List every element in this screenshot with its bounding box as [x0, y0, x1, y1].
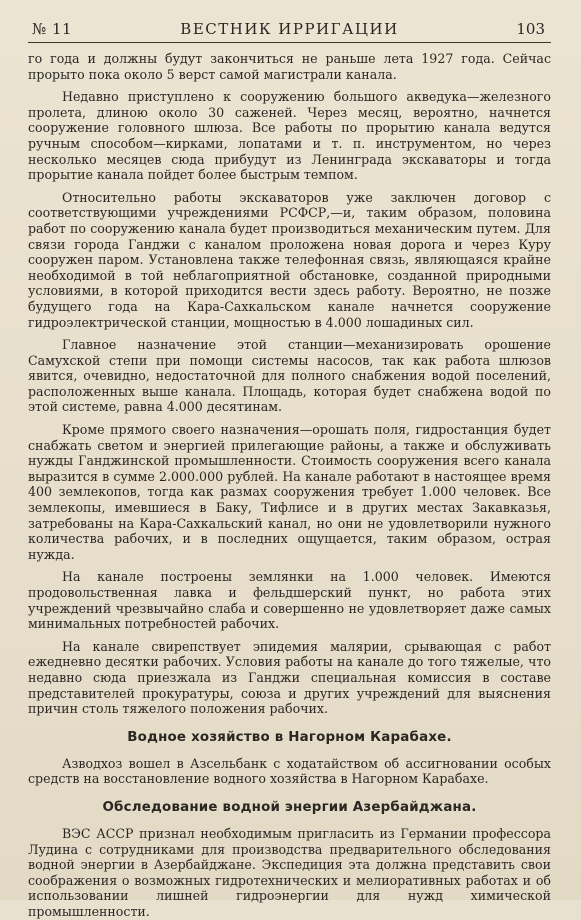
section-text-energy: ВЭС АССР признал необходимым пригласить из Германии профессора Лудина с сотрудниками для производства предварительного обследования водной энергии в Азербайджане. Экспедиция эта должна представить свои соображения о возможных гидротехнических и мелиоративных работах и об использовании лишней гидроэнергии для нужд химической промышленности. — [28, 825, 551, 919]
section-heading-energy: Обследование водной энергии Азербайджана. — [102, 799, 477, 815]
page-number: 103 — [516, 20, 545, 38]
paragraph: На канале построены землянки на 1.000 человек. Имеются продовольственная лавка и фельдшерский пункт, но работа этих учреждений чрезвычайно слаба и совершенно не удовлетворяет даже самых минимальных потребностей рабочих. — [28, 569, 551, 632]
issue-number: № 11 — [32, 20, 73, 38]
paragraph: Относительно работы экскаваторов уже заключен договор с соответствующими учреждениями РСФСР,—и, таким образом, половина работ по сооружению канала будет производиться механическим путем. Для связи города Ганджи с каналом проложена новая дорога и через Куру сооружен паром. Установлена также телефонная связь, являющаяся крайне необходимой в той неблагоприятной обстановке, созданной природными условиями, в которой приходится вести здесь работу. Вероятно, не позже будущего года на Кара-Сахкальском канале начнется сооружение гидроэлектрической станции, мощностью в 4.000 лошадиных сил. — [28, 189, 551, 330]
section-text-karabakh: Азводхоз вошел в Азсельбанк с ходатайством об ассигновании особых средств на восстановление водного хозяйства в Нагорном Карабахе. — [28, 755, 551, 787]
paragraph: Кроме прямого своего назначения—орошать поля, гидростанция будет снабжать светом и энергией прилегающие районы, а также и обслуживать нужды Ганджинской промышленности. Стоимость сооружения всего канала выразится в сумме 2.000.000 рублей. На канале работают в настоящее время 400 землекопов, тогда как размах сооружения требует 1.000 человек. Все землекопы, имевшиеся в Баку, Тифлисе и в других местах Закавказья, затребованы на Кара-Сахкальский канал, но они не удовлетворили нужного количества рабочих, и в последних ощущается, таким образом, острая нужда. — [28, 422, 551, 562]
paragraph: Главное назначение этой станции—механизировать орошение Самухской степи при помощи системы насосов, так как работа шлюзов явится, очевидно, недостаточной для полного снабжения водой поселений, расположенных выше канала. Площадь, которая будет снабжена водой по этой системе, равна 4.000 десятинам. — [28, 337, 551, 415]
journal-title: ВЕСТНИК ИРРИГАЦИИ — [180, 20, 399, 38]
section-heading-karabakh: Водное хозяйство в Нагорном Карабахе. — [127, 729, 452, 745]
paragraph: На канале свирепствует эпидемия малярии, срывающая с работ ежедневно десятки рабочих. Условия работы на канале до того тяжелые, что недавно сюда приезжала из Ганджи специальная комиссия в составе представителей прокуратуры, союза и других учреждений для выяснения причин столь тяжелого положения рабочих. — [28, 638, 551, 717]
running-header — [28, 18, 551, 43]
paragraph: Недавно приступлено к сооружению большого акведука—железного пролета, длиною около 30 саженей. Через месяц, вероятно, начнется сооружение головного шлюза. Все работы по прорытию канала ведутся ручным способом—кирками, лопатами и т. п. инструментом, но через несколько месяцев сюда прибудут из Ленинграда экскаваторы и тогда прорытие канала пойдет более быстрым темпом. — [28, 89, 551, 183]
paragraph: го года и должны будут закончиться не раньше лета 1927 года. Сейчас прорыто пока около 5 верст самой магистрали канала. — [28, 51, 551, 82]
article-body — [28, 51, 551, 920]
